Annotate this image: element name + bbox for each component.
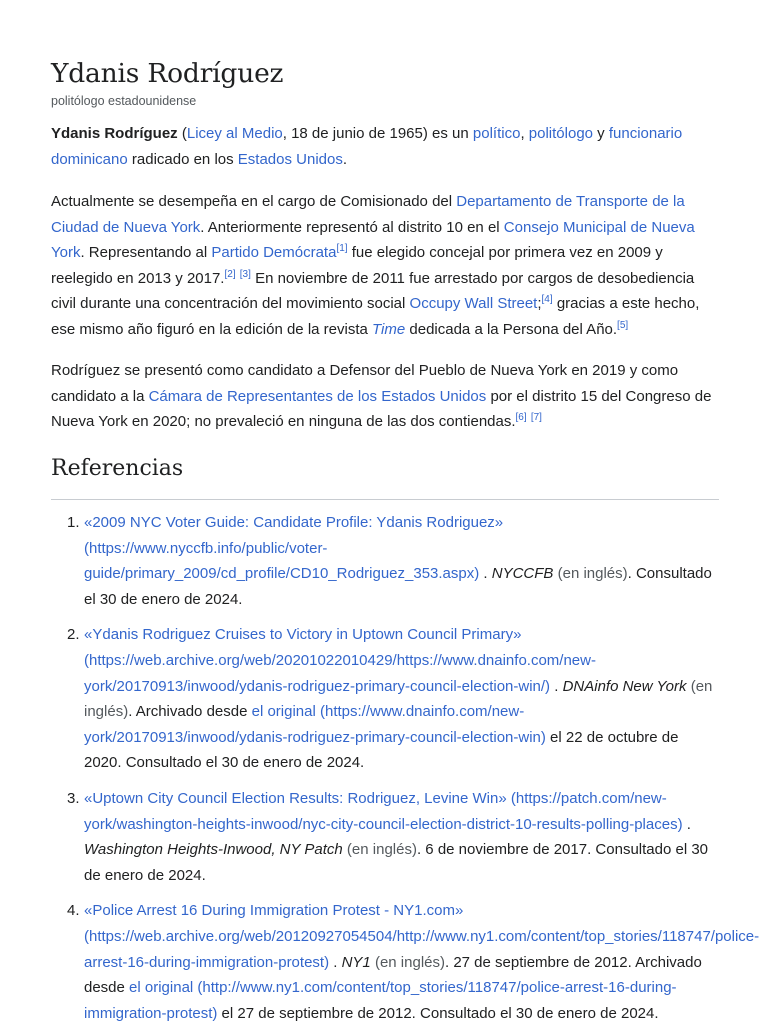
link-consejo-municipal[interactable]: Consejo Municipal de Nueva York: [51, 218, 695, 262]
citation-1[interactable]: [1]: [336, 243, 348, 255]
reference-item: [51, 622, 719, 776]
language-note: (en inglés): [370, 953, 445, 971]
link-estados-unidos[interactable]: Estados Unidos: [237, 150, 343, 168]
reference-link[interactable]: «Uptown City Council Election Results: Rodriguez, Levine Win» (https://patch.com/new-york/washington-heights-inwood/nyc-city-council-election-district-10-results-polling-places): [84, 789, 683, 833]
publisher: NY1: [341, 953, 371, 971]
reference-item: [51, 786, 719, 888]
text: gracias a este hecho, ese mismo año figuró en la edición de la revista: [51, 295, 700, 338]
original-link[interactable]: el original (https://www.dnainfo.com/new-york/20170913/inwood/ydanis-rodriguez-primary-council-election-win): [84, 703, 546, 746]
citation-4[interactable]: [4]: [541, 294, 553, 306]
text: Actualmente se desempeña en el cargo de Comisionado del: [51, 193, 457, 210]
publisher: DNAinfo New York: [562, 677, 687, 695]
text: ,: [520, 125, 529, 142]
link-dominicano[interactable]: dominicano: [51, 150, 128, 168]
link-occupy-wall-street[interactable]: Occupy Wall Street: [409, 295, 538, 313]
text: .: [329, 953, 342, 971]
language-note: (en inglés): [342, 841, 417, 859]
text: Rodríguez se presentó como candidato a Defensor del Pueblo de Nueva York en 2019 y como candidato a la: [51, 362, 679, 405]
link-licey-al-medio[interactable]: Licey al Medio: [186, 125, 283, 142]
publisher: NYCCFB: [491, 565, 554, 583]
text: por el distrito 15 del Congreso de Nueva York en 2020; no prevaleció en ninguna de las dos contiendas.: [51, 387, 712, 431]
text: .: [550, 677, 563, 695]
link-politico[interactable]: político: [472, 125, 521, 142]
reference-link[interactable]: «2009 NYC Voter Guide: Candidate Profile: Ydanis Rodriguez» (https://www.nyccfb.info/public/voter-guide/primary_2009/cd_profile/CD10_Rodriguez_353.aspx): [84, 514, 504, 583]
text: y: [593, 125, 609, 142]
reference-item: [51, 898, 760, 1026]
link-partido-democrata[interactable]: Partido Demócrata: [211, 244, 337, 262]
text: . 27 de septiembre de 2012. Archivado desde: [84, 953, 702, 997]
candidacy-paragraph: [51, 358, 719, 435]
citation-2[interactable]: [2]: [224, 268, 236, 280]
text: .: [682, 815, 691, 833]
text: radicado en los: [127, 150, 238, 168]
text: .: [342, 150, 348, 168]
publisher: Washington Heights-Inwood, NY Patch: [84, 841, 343, 859]
text: . Representando al: [80, 244, 212, 262]
text: el 22 de octubre de 2020. Consultado el 30 de enero de 2024.: [84, 728, 679, 772]
link-time-magazine[interactable]: Time: [372, 320, 406, 338]
reference-number: 3.: [67, 789, 80, 807]
career-paragraph: [51, 189, 719, 343]
citation-7[interactable]: [7]: [530, 412, 542, 424]
text: fue elegido concejal por primera vez en 2009 y reelegido en 2013 y 2017.: [51, 244, 663, 287]
link-funcionario[interactable]: funcionario: [608, 125, 683, 142]
reference-number: 4.: [67, 902, 80, 920]
reference-item: [51, 510, 719, 612]
reference-number: 2.: [67, 626, 80, 644]
citation-5[interactable]: [5]: [617, 319, 629, 331]
language-note: (en inglés): [84, 677, 713, 721]
intro-paragraph: [51, 121, 719, 172]
link-camara-representantes[interactable]: Cámara de Representantes de los Estados Unidos: [148, 387, 487, 405]
section-divider: [51, 499, 719, 500]
original-link[interactable]: el original (http://www.ny1.com/content/top_stories/118747/police-arrest-16-during-immigration-protest): [84, 979, 677, 1022]
citation-6[interactable]: [6]: [515, 412, 527, 424]
references-list: [51, 510, 760, 1036]
link-departamento-transporte[interactable]: Departamento de Transporte de la Ciudad de Nueva York: [51, 193, 685, 236]
text: . Archivado desde: [128, 703, 252, 721]
text: (: [177, 125, 187, 142]
reference-link[interactable]: «Ydanis Rodriguez Cruises to Victory in Uptown Council Primary» (https://web.archive.org/web/20201022010429/https://www.dnainfo.com/new-york/20170913/inwood/ydanis-rodriguez-primary-council-election-win/): [84, 626, 596, 695]
subject-name: Ydanis Rodríguez: [51, 125, 178, 142]
reference-number: 1.: [67, 514, 80, 531]
references-heading: Referencias: [51, 456, 184, 481]
link-politologo[interactable]: politólogo: [528, 125, 593, 142]
text: . Consultado el 30 de enero de 2024.: [84, 565, 712, 608]
text: dedicada a la Persona del Año.: [405, 320, 618, 338]
text: En noviembre de 2011 fue arrestado por cargos de desobediencia civil durante una concentración del movimiento social: [51, 269, 695, 313]
text: ;: [537, 295, 542, 313]
citation-3[interactable]: [3]: [239, 268, 251, 280]
text: el 27 de septiembre de 2012. Consultado el 30 de enero de 2024.: [217, 1004, 659, 1022]
language-note: (en inglés): [553, 565, 628, 583]
text: . 6 de noviembre de 2017. Consultado el 30 de enero de 2024.: [84, 841, 709, 884]
text: .: [479, 565, 492, 583]
text: , 18 de junio de 1965) es un: [282, 125, 473, 142]
page-title: Ydanis Rodríguez: [51, 58, 284, 89]
page-subtitle: politólogo estadounidense: [51, 94, 197, 108]
reference-link[interactable]: «Police Arrest 16 During Immigration Protest - NY1.com» (https://web.archive.org/web/20120927054504/http://www.ny1.com/content/top_stories/118747/police-arrest-16-during-immigration-protest): [84, 902, 760, 971]
text: . Anteriormente representó al distrito 10 en el: [200, 218, 504, 236]
